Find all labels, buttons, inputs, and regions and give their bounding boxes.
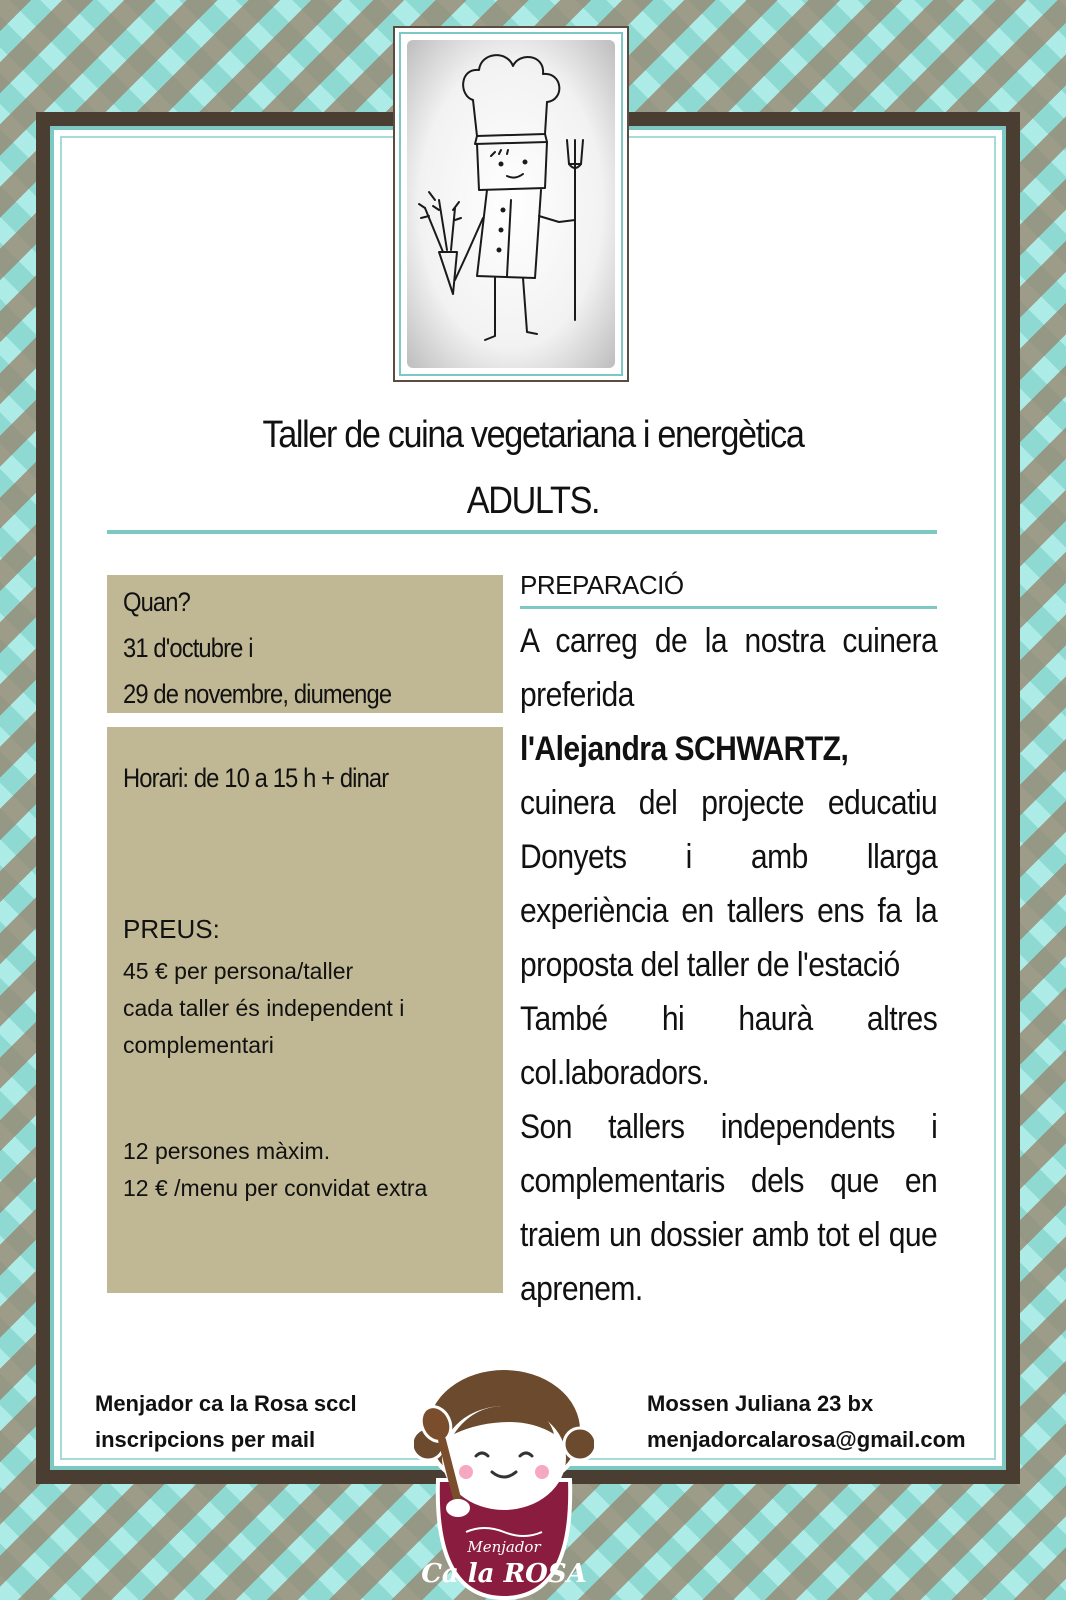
cook-name: l'Alejandra SCHWARTZ, [520, 730, 849, 768]
when-date-1: 31 d'octubre i [123, 633, 253, 663]
preparation-heading: PREPARACIÓ [520, 570, 684, 600]
capacity-line: 12 € /menu per convidat extra [123, 1175, 428, 1201]
capacity-line: 12 persones màxim. [123, 1138, 331, 1164]
price-line: complementari [123, 1032, 274, 1058]
price-line: 45 € per persona/taller [123, 958, 354, 984]
registration-note: inscripcions per mail [95, 1427, 316, 1452]
chef-girl-logo-icon [414, 1360, 594, 1600]
preparation-body-2: També hi haurà altres col.laboradors. [520, 1000, 938, 1092]
chef-drawing-icon [407, 40, 615, 368]
logo-big-text: Ca la ROSA [421, 1559, 587, 1589]
page-title [53, 402, 1012, 534]
price-line: cada taller és independent i [123, 995, 405, 1021]
preparation-intro: A carreg de la nostra cuinera preferida [520, 622, 938, 714]
preparation-divider [520, 606, 937, 609]
prices-lines [123, 953, 404, 1064]
chef-drawing-frame [393, 26, 629, 382]
email-link[interactable]: menjadorcalarosa@gmail.com [647, 1427, 966, 1452]
schedule-text: Horari: de 10 a 15 h + dinar [123, 763, 389, 793]
title-divider [107, 530, 937, 534]
title-line-1: Taller de cuina vegetariana i energètica [262, 414, 804, 456]
when-box [107, 575, 503, 713]
title-line-2: ADULTS. [466, 480, 600, 522]
logo-small-text: Menjador [467, 1538, 541, 1556]
footer-contact [647, 1386, 966, 1458]
preparation-body-3: Son tallers independents i complementaris dels que en traiem un dossier amb tot el que aprenem. [520, 1108, 938, 1308]
organizer-name: Menjador ca la Rosa sccl [95, 1391, 357, 1416]
address-text: Mossen Juliana 23 bx [647, 1391, 874, 1416]
footer-organizer [95, 1386, 357, 1458]
preparation-text [520, 614, 937, 1316]
info-box [107, 727, 503, 1293]
capacity-lines [123, 1133, 427, 1207]
prices-heading: PREUS: [123, 914, 220, 944]
preparation-body-1: cuinera del projecte educatiu Donyets i amb llarga experiència en tallers ens fa la proposta del taller de l'estació [520, 784, 938, 984]
when-heading: Quan? [123, 587, 190, 617]
when-date-2: 29 de novembre, diumenge [123, 679, 392, 709]
